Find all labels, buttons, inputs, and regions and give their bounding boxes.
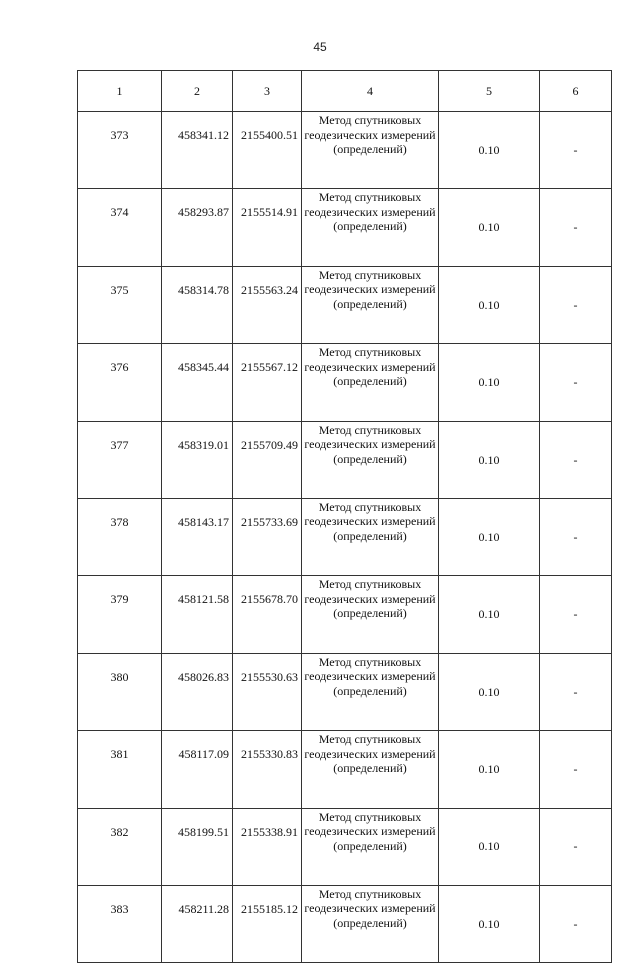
table-row [78,189,612,266]
accuracy-cell: 0.10 [439,189,540,266]
note-cell: - [540,731,612,808]
coordinates-table [77,70,612,963]
y-coordinate-cell: 2155567.12 [233,344,302,421]
x-coordinate-cell: 458117.09 [162,731,233,808]
y-coordinate-cell: 2155563.24 [233,266,302,343]
accuracy-cell: 0.10 [439,808,540,885]
point-number-cell: 375 [78,266,162,343]
x-coordinate-cell: 458314.78 [162,266,233,343]
y-coordinate-cell: 2155338.91 [233,808,302,885]
note-cell: - [540,498,612,575]
accuracy-cell: 0.10 [439,885,540,962]
x-coordinate-cell: 458211.28 [162,885,233,962]
method-cell: Метод спутниковых геодезических измерений (определений) [302,498,439,575]
table-row [78,653,612,730]
method-cell: Метод спутниковых геодезических измерений (определений) [302,653,439,730]
y-coordinate-cell: 2155400.51 [233,112,302,189]
table-row [78,885,612,962]
y-coordinate-cell: 2155514.91 [233,189,302,266]
y-coordinate-cell: 2155678.70 [233,576,302,653]
accuracy-cell: 0.10 [439,731,540,808]
x-coordinate-cell: 458345.44 [162,344,233,421]
header-col-5: 5 [439,71,540,112]
point-number-cell: 379 [78,576,162,653]
point-number-cell: 380 [78,653,162,730]
point-number-cell: 376 [78,344,162,421]
x-coordinate-cell: 458199.51 [162,808,233,885]
accuracy-cell: 0.10 [439,653,540,730]
page-number: 45 [313,40,327,54]
x-coordinate-cell: 458143.17 [162,498,233,575]
note-cell: - [540,576,612,653]
header-col-2: 2 [162,71,233,112]
header-col-1: 1 [78,71,162,112]
header-col-6: 6 [540,71,612,112]
note-cell: - [540,885,612,962]
table-row [78,344,612,421]
table-header-row [78,71,612,112]
accuracy-cell: 0.10 [439,112,540,189]
point-number-cell: 377 [78,421,162,498]
note-cell: - [540,808,612,885]
accuracy-cell: 0.10 [439,576,540,653]
method-cell: Метод спутниковых геодезических измерений (определений) [302,112,439,189]
note-cell: - [540,112,612,189]
table-row [78,112,612,189]
y-coordinate-cell: 2155330.83 [233,731,302,808]
method-cell: Метод спутниковых геодезических измерений (определений) [302,885,439,962]
table-row [78,498,612,575]
point-number-cell: 382 [78,808,162,885]
y-coordinate-cell: 2155709.49 [233,421,302,498]
note-cell: - [540,421,612,498]
accuracy-cell: 0.10 [439,266,540,343]
table-row [78,576,612,653]
note-cell: - [540,653,612,730]
y-coordinate-cell: 2155185.12 [233,885,302,962]
method-cell: Метод спутниковых геодезических измерений (определений) [302,266,439,343]
note-cell: - [540,266,612,343]
note-cell: - [540,344,612,421]
point-number-cell: 373 [78,112,162,189]
x-coordinate-cell: 458319.01 [162,421,233,498]
table-row [78,731,612,808]
method-cell: Метод спутниковых геодезических измерений (определений) [302,731,439,808]
header-col-4: 4 [302,71,439,112]
method-cell: Метод спутниковых геодезических измерений (определений) [302,344,439,421]
y-coordinate-cell: 2155530.63 [233,653,302,730]
point-number-cell: 378 [78,498,162,575]
method-cell: Метод спутниковых геодезических измерений (определений) [302,576,439,653]
table-row [78,421,612,498]
point-number-cell: 383 [78,885,162,962]
method-cell: Метод спутниковых геодезических измерений (определений) [302,808,439,885]
accuracy-cell: 0.10 [439,421,540,498]
point-number-cell: 381 [78,731,162,808]
y-coordinate-cell: 2155733.69 [233,498,302,575]
method-cell: Метод спутниковых геодезических измерений (определений) [302,421,439,498]
x-coordinate-cell: 458341.12 [162,112,233,189]
x-coordinate-cell: 458293.87 [162,189,233,266]
x-coordinate-cell: 458121.58 [162,576,233,653]
accuracy-cell: 0.10 [439,498,540,575]
note-cell: - [540,189,612,266]
table-row [78,808,612,885]
header-col-3: 3 [233,71,302,112]
table-row [78,266,612,343]
x-coordinate-cell: 458026.83 [162,653,233,730]
accuracy-cell: 0.10 [439,344,540,421]
point-number-cell: 374 [78,189,162,266]
method-cell: Метод спутниковых геодезических измерений (определений) [302,189,439,266]
